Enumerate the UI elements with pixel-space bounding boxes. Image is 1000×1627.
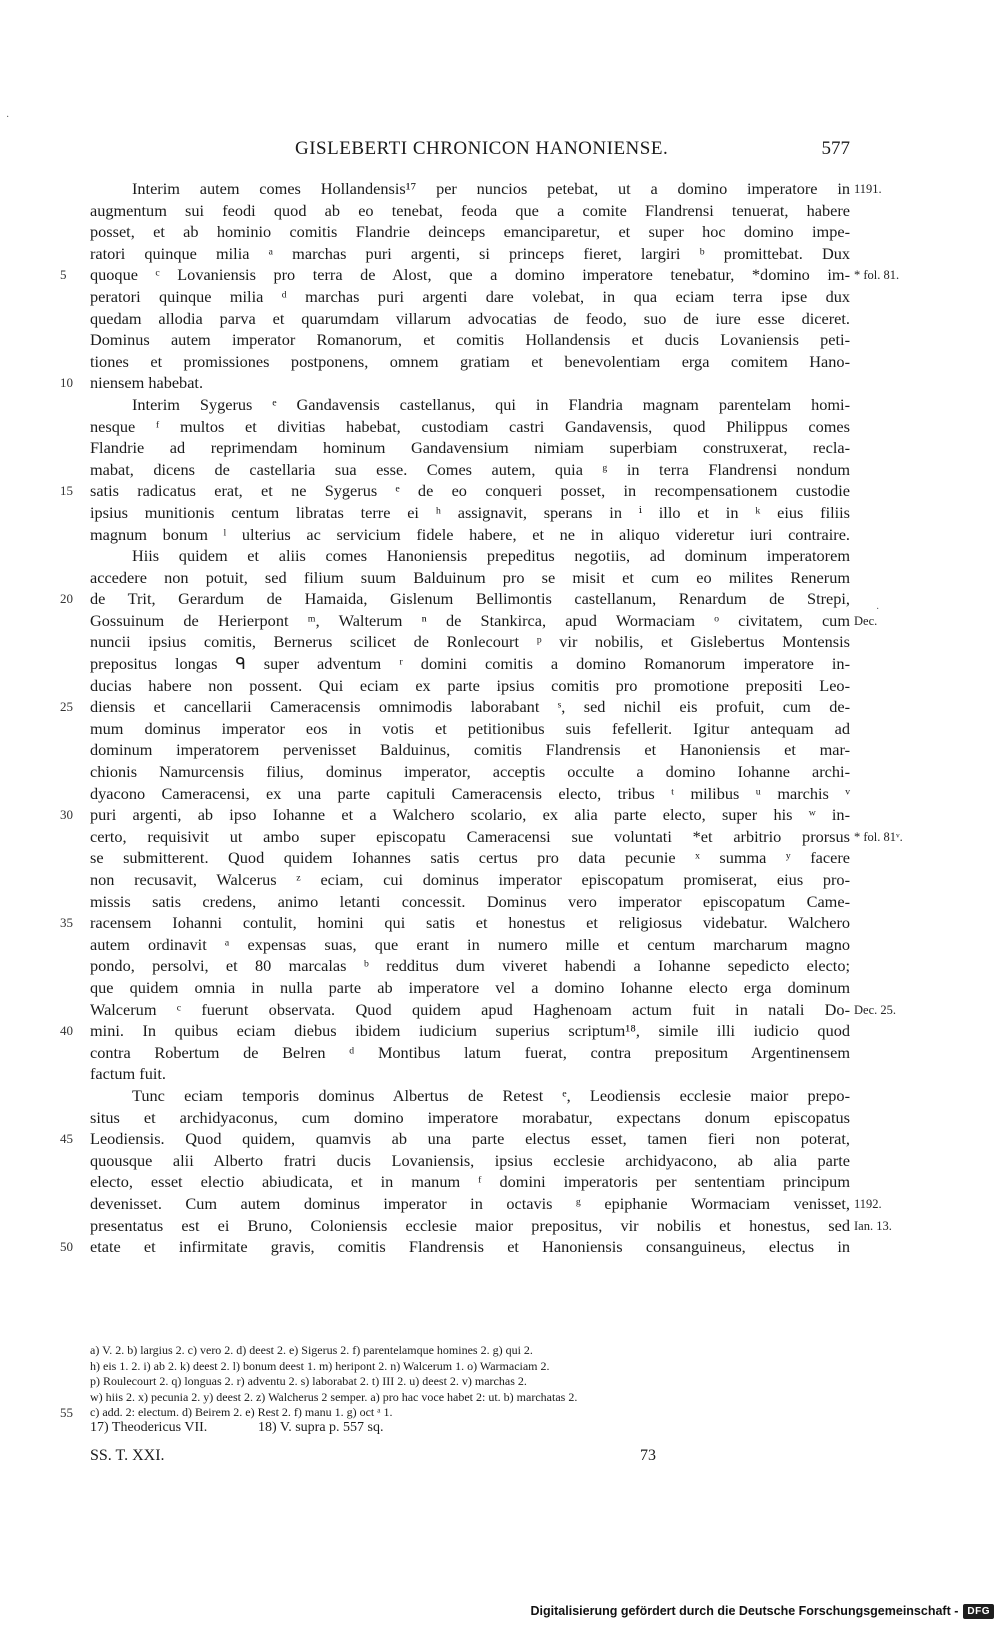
volume-signature: SS. T. XXI.	[90, 1447, 165, 1464]
text-line	[60, 264, 900, 286]
line-text: contra Robertum de Belren ᵈ Montibus latum fuerat, contra prepositum Argentinensem	[90, 1042, 850, 1062]
apparatus-line	[90, 1374, 850, 1390]
line-text: mini. In quibus eciam diebus ibidem iudicium superius scriptum¹⁸, simile illi iudicio quod	[90, 1021, 850, 1041]
line-text: pondo, persolvi, et 80 marcalas ᵇ redditus dum viveret habendi a Iohanne sepedicto electo;	[90, 956, 850, 976]
text-line	[60, 804, 850, 826]
text-line	[90, 243, 850, 265]
apparatus-text: p) Roulecourt 2. q) longuas 2. r) adventu 2. s) laborabat 2. t) III 2. u) deest 2. v) marchas 2.	[90, 1374, 527, 1389]
line-text: accedere non potuit, sed filium suum Balduinum pro se misit et cum eo milites Renerum	[90, 567, 850, 587]
line-number: 5	[60, 267, 67, 283]
text-line	[90, 1193, 882, 1215]
line-text: Interim Sygerus ᵉ Gandavensis castellanus, qui in Flandria magnam parentelam homi-	[132, 394, 850, 414]
apparatus-line	[90, 1343, 850, 1359]
text-line	[60, 1128, 850, 1150]
line-text: prepositus longas ᑫ super adventum ʳ domini comitis a domino Romanorum imperatore in-	[90, 654, 850, 674]
critical-apparatus	[60, 1343, 850, 1421]
line-text: situs et archidyaconus, cum domino imperatore morabatur, expectans donum episcopatus	[90, 1107, 850, 1127]
scan-speck: ·	[876, 604, 880, 615]
margin-note: Ian. 13.	[854, 1218, 892, 1233]
text-line	[90, 1215, 892, 1237]
apparatus-text: h) eis 1. 2. i) ab 2. k) deest 2. l) bonum deest 1. m) heripont 2. n) Walcerum 1. o) Warmaciam 2.	[90, 1358, 550, 1373]
line-text: peratori quinque milia ᵈ marchas puri argenti dare volebat, in qua eciam terra ipse dux	[90, 286, 850, 306]
line-text: nesque ᶠ multos et divitias habebat, custodiam castri Gandavensis, quod Philippus comes	[90, 416, 850, 436]
dfg-logo: DFG	[963, 1604, 994, 1619]
text-line	[90, 891, 850, 913]
text-line	[90, 502, 850, 524]
line-text: ratori quinque milia ᵃ marchas puri argenti, si princeps fieret, largiri ᵇ promittebat. Dux	[90, 243, 850, 263]
line-text: nuncii ipsius comitis, Bernerus scilicet de Ronlecourt ᵖ vir nobilis, et Gislebertus Montensis	[90, 632, 850, 652]
line-text: racensem Iohanni contulit, homini qui satis et honestus et religiosus videbatur. Walchero	[90, 913, 850, 933]
line-number: 30	[60, 807, 73, 823]
text-line	[90, 200, 850, 222]
text-line	[90, 545, 850, 567]
text-line	[90, 416, 850, 438]
line-text: chionis Namurcensis filius, dominus imperator, acceptis occulte a domino Iohanne archi-	[90, 762, 850, 782]
dfg-credit	[531, 1601, 994, 1621]
text-line	[90, 1042, 850, 1064]
apparatus-line	[90, 1390, 850, 1406]
scan-speck: ·	[6, 112, 10, 123]
line-text: dominum imperatorem pervenisset Balduinus, comitis Flandrensis et Hanoniensis et mar-	[90, 740, 850, 760]
line-number: 35	[60, 915, 73, 931]
dfg-credit-text: Digitalisierung gefördert durch die Deutsche Forschungsgemeinschaft -	[530, 1604, 959, 1618]
text-line	[60, 588, 850, 610]
margin-note: * fol. 81.	[854, 268, 900, 283]
running-head	[90, 138, 850, 168]
footnote-17: 17) Theodericus VII.	[90, 1420, 208, 1435]
footnotes	[90, 1420, 850, 1440]
text-line	[60, 1236, 850, 1258]
apparatus-line	[90, 1359, 850, 1375]
page-number: 577	[821, 138, 850, 159]
text-line	[90, 1085, 850, 1107]
line-text: dyacono Cameracensi, ex una parte capituli Cameracensis electo, tribus ᵗ milibus ᵘ marchis ᵛ	[90, 783, 850, 803]
text-line	[60, 372, 850, 394]
line-text: augmentum sui feodi quod ab eo tenebat, feoda que a comite Flandrensi tenuerat, habere	[90, 200, 850, 220]
line-text: quousque alii Alberto fratri ducis Lovaniensis, ipsius ecclesie archidyacono, ab alia parte	[90, 1150, 850, 1170]
text-line	[60, 696, 850, 718]
line-number: 45	[60, 1131, 73, 1147]
line-text: autem ordinavit ᵃ expensas suas, que erant in numero mille et centum marcharum magno	[90, 934, 850, 954]
text-line	[90, 1107, 850, 1129]
margin-note: Dec.	[854, 613, 878, 628]
line-text: diensis et cancellarii Cameracensis omnimodis laborabant ˢ, sed nichil eis profuit, cum de-	[90, 697, 850, 717]
text-line	[90, 1150, 850, 1172]
line-text: tiones et promissiones postponens, omnem gratiam et benevolentiam erga comitem Hano-	[90, 351, 850, 371]
text-line	[90, 869, 850, 891]
text-line	[90, 351, 850, 373]
line-number: 25	[60, 699, 73, 715]
text-line	[90, 675, 850, 697]
sheet-number: 73	[640, 1447, 656, 1464]
line-number: 15	[60, 483, 73, 499]
line-text: Flandrie ad reprimendam hominum Gandavensium nimiam superbiam construxerat, recla-	[90, 438, 850, 458]
line-text: missis satis credens, animo letanti concessit. Dominus vero imperator episcopatum Came-	[90, 891, 850, 911]
text-line	[90, 610, 878, 632]
line-text: Gossuinum de Herierpont ᵐ, Walterum ⁿ de Stankirca, apud Wormaciam ᵒ civitatem, cum	[90, 610, 850, 630]
text-line	[90, 847, 850, 869]
line-text: presentatus est ei Bruno, Coloniensis ecclesie maior prepositus, vir nobilis et honestus, sed	[90, 1215, 850, 1235]
text-line	[90, 437, 850, 459]
text-line	[90, 329, 850, 351]
apparatus-text: a) V. 2. b) largius 2. c) vero 2. d) deest 2. e) Sigerus 2. f) parentelamque homines 2. g) qui 2.	[90, 1343, 533, 1357]
line-text: Leodiensis. Quod quidem, quamvis ab una parte electus esset, tamen fieri non poterat,	[90, 1129, 850, 1149]
line-text: de Trit, Gerardum de Hamaida, Gislenum Bellimontis castellanum, Renardum de Strepi,	[90, 589, 850, 609]
line-number: 40	[60, 1023, 73, 1039]
text-line	[60, 912, 850, 934]
text-line	[90, 221, 850, 243]
text-line	[90, 567, 850, 589]
text-line	[90, 178, 882, 200]
line-number: 20	[60, 591, 73, 607]
text-line	[90, 524, 850, 546]
text-line	[90, 977, 850, 999]
line-text: Hiis quidem et aliis comes Hanoniensis prepeditus negotiis, ad dominum imperatorem	[132, 546, 850, 566]
footnote-18: 18) V. supra p. 557 sq.	[258, 1420, 384, 1435]
line-text: niensem habebat.	[90, 373, 204, 393]
line-text: Tunc eciam temporis dominus Albertus de Retest ᵉ, Leodiensis ecclesie maior prepo-	[132, 1085, 850, 1105]
text-line	[90, 394, 850, 416]
text-line	[90, 826, 903, 848]
text-line	[90, 934, 850, 956]
apparatus-line	[60, 1405, 850, 1421]
text-line	[90, 761, 850, 783]
line-text: puri argenti, ab ipso Iohanne et a Walchero scolario, ex alia parte electo, super his ʷ in-	[90, 805, 850, 825]
text-line	[90, 286, 850, 308]
text-line	[90, 459, 850, 481]
line-number: 50	[60, 1239, 73, 1255]
line-number: 55	[60, 1405, 73, 1421]
line-text: non recusavit, Walcerus ᶻ eciam, cui dominus imperator episcopatum promiserat, eius pro-	[90, 870, 850, 889]
line-text: ipsius munitionis centum libratas terre ei ʰ assignavit, sperans in ⁱ illo et in ᵏ eius filiis	[90, 502, 850, 522]
line-text: quedam allodia parva et quarumdam villarum advocatias de feodo, suo de iure esse diceret.	[90, 308, 850, 328]
margin-note: Dec. 25.	[854, 1002, 896, 1017]
text-line	[90, 739, 850, 761]
margin-note: * fol. 81ᵛ.	[854, 829, 903, 844]
running-title: GISLEBERTI CHRONICON HANONIENSE.	[295, 138, 669, 159]
apparatus-text: w) hiis 2. x) pecunia 2. y) deest 2. z) Walcherus 2 semper. a) pro hac voce habet 2: ut. b) marchatas 2.	[90, 1389, 578, 1404]
apparatus-text: c) add. 2: electum. d) Beirem 2. e) Rest 2. f) manu 1. g) oct ᵃ 1.	[90, 1405, 393, 1420]
line-text: posset, et ab hominio comitis Flandrie deinceps emanciparetur, et super hoc domino impe-	[90, 222, 850, 242]
text-line	[90, 783, 850, 805]
line-text: Interim autem comes Hollandensis¹⁷ per nuncios petebat, ut a domino imperatore in	[132, 179, 850, 198]
page-footer	[90, 1447, 850, 1471]
text-line	[90, 955, 850, 977]
line-text: ducias habere non possent. Qui eciam ex parte ipsius comitis pro promotione prepositi Leo-	[90, 675, 850, 695]
line-text: certo, requisivit ut ambo super episcopatu Cameracensi sue voluntati *et arbitrio prorsus	[90, 826, 850, 846]
line-text: que quidem omnia in nulla parte ab imperatore vel a domino Iohanne electo erga dominum	[90, 977, 850, 997]
text-line	[90, 999, 896, 1021]
line-text: devenisset. Cum autem dominus imperator in octavis ᵍ epiphanie Wormaciam venisset,	[90, 1193, 850, 1213]
line-text: mabat, dicens de castellaria sua esse. Comes autem, quia ᵍ in terra Flandrensi nondum	[90, 459, 850, 479]
line-text: electo, esset electio abiudicata, et in manum ᶠ domini imperatoris per sententiam principum	[90, 1172, 850, 1192]
text-line	[90, 308, 850, 330]
line-text: etate et infirmitate gravis, comitis Flandrensis et Hanoniensis consanguineus, electus in	[90, 1237, 850, 1257]
margin-note: 1191.	[854, 182, 882, 196]
line-text: Dominus autem imperator Romanorum, et comitis Hollandensis et ducis Lovaniensis peti-	[90, 330, 850, 350]
text-line	[90, 631, 850, 653]
line-text: magnum bonum ˡ ulterius ac servicium fidele habere, et ne in aliquo videretur iuri contraire.	[90, 524, 850, 544]
line-text: quoque ᶜ Lovaniensis pro terra de Alost, que a domino imperatore tenebatur, *domino im-	[90, 265, 850, 285]
line-text: satis radicatus erat, et ne Sygerus ᵉ de eo conqueri posset, in recompensationem custodie	[90, 481, 850, 501]
text-line	[60, 1020, 850, 1042]
text-line	[90, 718, 850, 740]
text-line	[90, 1171, 850, 1193]
margin-note: 1192.	[854, 1196, 882, 1211]
body-text	[60, 178, 903, 1258]
line-text: factum fuit.	[90, 1064, 166, 1084]
text-line	[90, 653, 850, 675]
line-number: 10	[60, 375, 73, 391]
text-line	[90, 1063, 850, 1085]
line-text: Walcerum ᶜ fuerunt observata. Quod quidem apud Haghenoam actum fuit in natali Do-	[90, 999, 850, 1019]
text-line	[60, 480, 850, 502]
line-text: mum dominus imperator eos in votis et petitionibus suis fefellerit. Igitur antequam ad	[90, 718, 850, 738]
line-text: se submitterent. Quod quidem Iohannes satis certus pro data pecunie ˣ summa ʸ facere	[90, 848, 850, 868]
